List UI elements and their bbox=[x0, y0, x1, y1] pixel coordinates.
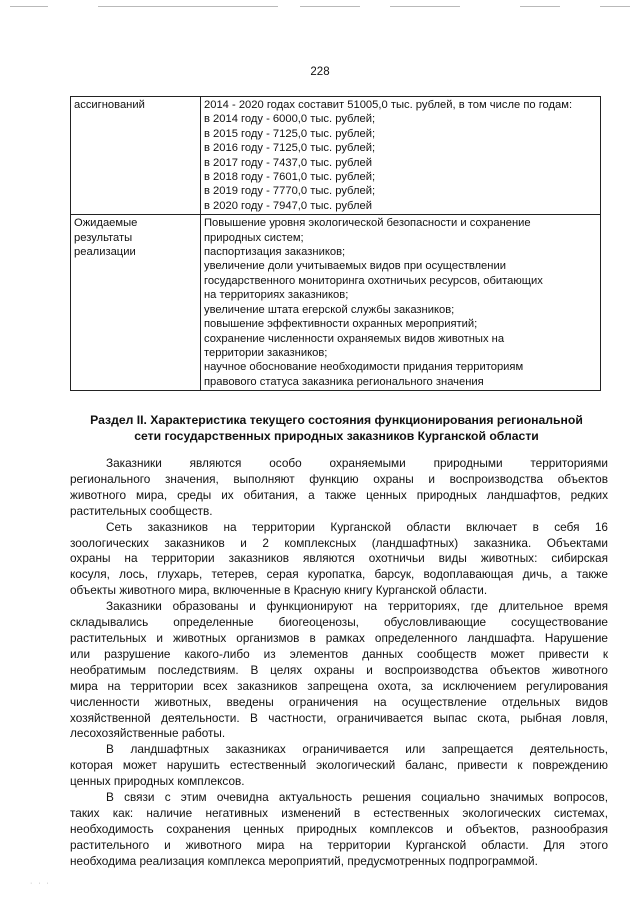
value-line: 2014 - 2020 годах составит 51005,0 тыс. рублей, в том числе по годам: bbox=[204, 99, 573, 111]
text-line: косуля, лось, глухарь, тетерев, серая куропатка, барсук, водоплавающая дичь, а также bbox=[70, 567, 608, 582]
text-line: необходимость сохранения ценных природных комплексов и объектов, разнообразия bbox=[70, 821, 608, 836]
value-line: государственного мониторинга охотничьих ресурсов, обитающих bbox=[204, 274, 543, 287]
text-line: мира на территории всех заказников запрещена охота, за исключением регулирования bbox=[70, 678, 608, 693]
row-label-line: ассигнований bbox=[74, 99, 145, 111]
paragraph bbox=[70, 790, 608, 870]
text-line: регионального значения, выполняют функцию охраны и воспроизводства объектов bbox=[70, 471, 608, 486]
value-line: на территориях заказников; bbox=[204, 289, 349, 302]
program-passport-table bbox=[70, 96, 601, 391]
paragraph bbox=[70, 742, 608, 790]
text-line: численности животных, введены ограничения на осуществление отдельных видов bbox=[70, 694, 608, 709]
value-line: паспортизация заказников; bbox=[204, 246, 346, 259]
section-heading-line: сети государственных природных заказников Курганской области bbox=[134, 429, 539, 443]
section-heading bbox=[70, 412, 603, 444]
text-line: объекты животного мира, включенные в Красную книгу Курганской области. bbox=[70, 583, 488, 598]
text-line: необходима реализация комплекса мероприятий, предусмотренных подпрограммой. bbox=[70, 853, 538, 868]
row-label-line: результаты bbox=[74, 231, 133, 244]
value-line: в 2017 году - 7437,0 тыс. рублей bbox=[204, 156, 372, 169]
text-line: таких как: наличие негативных изменений в естественных экологических системах, bbox=[70, 805, 608, 820]
row-label-cell bbox=[71, 215, 201, 391]
value-line: территории заказников; bbox=[204, 346, 328, 359]
text-line: складывались определенные биогеоценозы, обусловливающие сосуществование bbox=[70, 615, 608, 630]
value-line: в 2018 году - 7601,0 тыс. рублей; bbox=[204, 171, 376, 184]
text-line: Заказники образованы и функционируют на территориях, где длительное время bbox=[106, 599, 608, 614]
text-line: лесохозяйственные работы. bbox=[70, 726, 226, 741]
text-line: ценных природных комплексов. bbox=[70, 774, 245, 789]
value-line: сохранение численности охраняемых видов животных на bbox=[204, 332, 505, 345]
value-line: в 2014 году - 6000,0 тыс. рублей; bbox=[204, 113, 376, 126]
value-line: научное обоснование необходимости придания территориям bbox=[204, 361, 524, 374]
value-line: в 2019 году - 7770,0 тыс. рублей; bbox=[204, 185, 376, 198]
text-line: В связи с этим очевидна актуальность решения социально значимых вопросов, bbox=[106, 790, 608, 805]
value-line: в 2016 году - 7125,0 тыс. рублей; bbox=[204, 142, 376, 155]
value-line: правового статуса заказника регионального значения bbox=[204, 375, 484, 388]
text-line: которая может нарушить естественный экологический баланс, привести к повреждению bbox=[70, 758, 608, 773]
value-line: повышение эффективности охранных мероприятий; bbox=[204, 318, 478, 331]
table-row-allocations bbox=[71, 97, 601, 215]
page-number: 228 bbox=[310, 66, 330, 78]
text-line: растительных и животных организмов в рамках определенного ландшафта. Нарушение bbox=[70, 630, 608, 645]
row-label-line: Ожидаемые bbox=[74, 217, 138, 230]
value-line: увеличение штата егерской службы заказников; bbox=[204, 303, 455, 316]
text-line: охраны на территории заказников являются охотничьи виды животных: сибирская bbox=[70, 551, 608, 566]
text-line: необратимым последствиям. В целях охраны и воспроизводства объектов животного bbox=[70, 662, 608, 677]
value-line: природных систем; bbox=[204, 231, 304, 244]
text-line: Заказники являются особо охраняемыми природными территориями bbox=[106, 456, 608, 470]
value-line: в 2015 году - 7125,0 тыс. рублей; bbox=[204, 127, 376, 140]
value-line: Повышение уровня экологической безопасности и сохранение bbox=[204, 217, 531, 230]
text-line: растительного и животного мира на территории Курганской области. Для этого bbox=[70, 837, 608, 852]
paragraph bbox=[70, 456, 608, 520]
text-line: хозяйственной деятельности. В частности, ограничивается выпас скота, рыбная ловля, bbox=[70, 710, 608, 725]
row-value-cell bbox=[201, 97, 601, 215]
row-label-line: реализации bbox=[74, 246, 136, 259]
value-line: в 2020 году - 7947,0 тыс. рублей bbox=[204, 199, 372, 212]
text-line: животного мира, среды их обитания, а также ценных природных ландшафтов, редких bbox=[70, 487, 608, 502]
text-line: растительных сообществ. bbox=[70, 503, 213, 518]
section-body bbox=[70, 456, 608, 870]
scan-corner-artifact: · · · bbox=[30, 880, 51, 887]
row-value-cell bbox=[201, 215, 601, 391]
text-line: Сеть заказников на территории Курганской области включает в себя 16 bbox=[106, 519, 608, 534]
paragraph bbox=[70, 599, 608, 742]
paragraph bbox=[70, 520, 608, 600]
text-line: В ландшафтных заказниках ограничивается или запрещается деятельность, bbox=[106, 742, 608, 757]
value-line: увеличение доли учитываемых видов при осуществлении bbox=[204, 260, 506, 273]
table-row-expected-results bbox=[71, 215, 601, 391]
scan-edge-artifacts bbox=[0, 0, 640, 10]
text-line: или разрушение какого-либо из элементов данных сообществ может привести к bbox=[70, 646, 608, 661]
row-label-cell bbox=[71, 97, 201, 215]
section-heading-line: Раздел II. Характеристика текущего состояния функционирования региональной bbox=[90, 413, 583, 427]
text-line: зоологических заказников и 2 комплексных (ландшафтных) заказника. Объектами bbox=[70, 535, 608, 550]
